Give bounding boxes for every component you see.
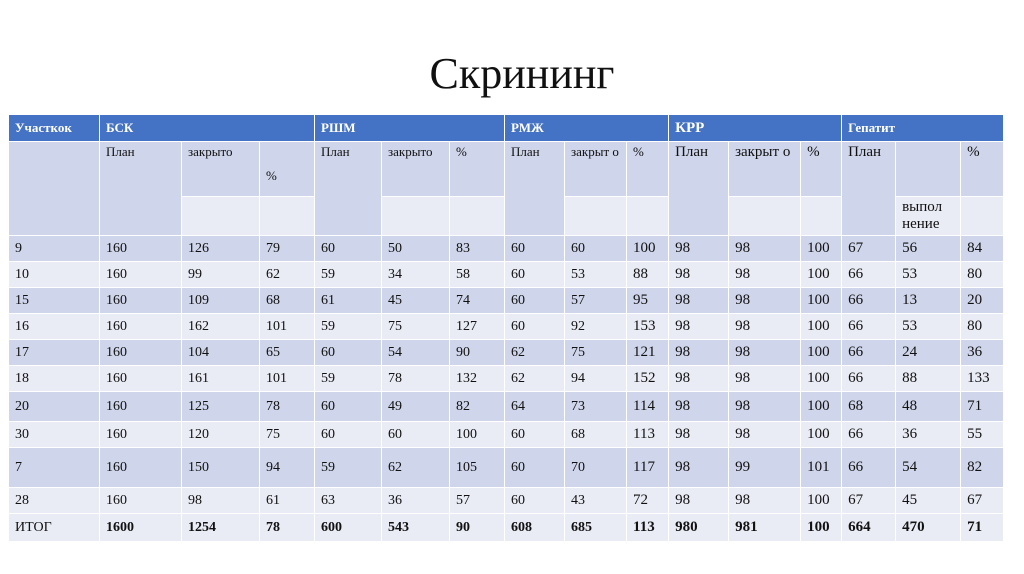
table-cell: 65 [260,340,315,366]
table-cell: 100 [801,488,842,514]
bsk-percent-label: % [266,168,277,183]
table-cell: 98 [729,340,801,366]
total-cell: 543 [382,514,450,542]
row-label-cell: 30 [9,422,100,448]
header-gepatit: Гепатит [842,115,1004,142]
table-cell: 100 [801,262,842,288]
table-cell: 98 [669,288,729,314]
table-cell: 66 [842,262,896,288]
bsk-percent-sub [260,197,315,236]
gep-plan-header: План [842,142,896,236]
subheader-row-1 [9,142,1004,197]
table-cell: 61 [315,288,382,314]
row-label-cell: 17 [9,340,100,366]
table-cell: 104 [182,340,260,366]
gep-percent-header: % [961,142,1004,197]
table-cell: 94 [565,366,627,392]
table-cell: 160 [100,340,182,366]
table-cell: 68 [565,422,627,448]
header-krr: КРР [669,115,842,142]
row-label-cell: 28 [9,488,100,514]
table-row [9,288,1004,314]
table-cell: 49 [382,392,450,422]
table-cell: 98 [729,422,801,448]
header-rmzh: РМЖ [505,115,669,142]
krr-closed-header: закрыт о [729,142,801,197]
table-cell: 62 [505,340,565,366]
table-cell: 60 [315,392,382,422]
table-cell: 98 [669,236,729,262]
table-cell: 63 [315,488,382,514]
table-cell: 121 [627,340,669,366]
row-label-cell: 18 [9,366,100,392]
table-cell: 98 [729,488,801,514]
table-cell: 66 [842,366,896,392]
table-cell: 98 [669,422,729,448]
row-label-cell: 15 [9,288,100,314]
table-cell: 88 [627,262,669,288]
table-cell: 75 [382,314,450,340]
table-cell: 68 [260,288,315,314]
table-cell: 60 [315,340,382,366]
table-cell: 74 [450,288,505,314]
total-cell: 470 [896,514,961,542]
table-cell: 105 [450,448,505,488]
table-cell: 113 [627,422,669,448]
rmzh-closed-header: закрыт о [565,142,627,197]
table-cell: 95 [627,288,669,314]
table-cell: 59 [315,366,382,392]
table-cell: 98 [669,262,729,288]
table-cell: 68 [842,392,896,422]
table-cell: 36 [896,422,961,448]
table-cell: 100 [801,236,842,262]
table-cell: 60 [505,314,565,340]
bsk-closed-sub [182,197,260,236]
table-cell: 120 [182,422,260,448]
table-cell: 98 [669,488,729,514]
table-cell: 66 [842,314,896,340]
table-cell: 57 [450,488,505,514]
table-cell: 64 [505,392,565,422]
table-cell: 160 [100,448,182,488]
table-cell: 75 [260,422,315,448]
rshm-closed-sub [382,197,450,236]
total-cell: 600 [315,514,382,542]
table-cell: 98 [669,448,729,488]
table-cell: 62 [260,262,315,288]
row-label-cell: 16 [9,314,100,340]
table-cell: 94 [260,448,315,488]
table-cell: 92 [565,314,627,340]
table-cell: 160 [100,422,182,448]
table-cell: 66 [842,340,896,366]
table-cell: 98 [182,488,260,514]
table-cell: 34 [382,262,450,288]
table-cell: 114 [627,392,669,422]
table-cell: 78 [260,392,315,422]
table-cell: 62 [382,448,450,488]
table-cell: 160 [100,236,182,262]
bsk-percent-header [260,142,315,197]
table-cell: 100 [801,422,842,448]
table-cell: 109 [182,288,260,314]
table-cell: 59 [315,262,382,288]
total-cell: 78 [260,514,315,542]
row-label-cell: 9 [9,236,100,262]
krr-percent-sub [801,197,842,236]
table-cell: 82 [961,448,1004,488]
table-cell: 36 [961,340,1004,366]
table-cell: 126 [182,236,260,262]
table-cell: 98 [729,392,801,422]
table-cell: 98 [669,340,729,366]
table-cell: 60 [565,236,627,262]
table-cell: 101 [260,314,315,340]
table-cell: 162 [182,314,260,340]
table-body [9,236,1004,514]
table-cell: 78 [382,366,450,392]
table-cell: 59 [315,314,382,340]
bsk-closed-header: закрыто [182,142,260,197]
table-cell: 60 [382,422,450,448]
row-label-cell: 7 [9,448,100,488]
table-cell: 50 [382,236,450,262]
table-cell: 62 [505,366,565,392]
table-cell: 80 [961,262,1004,288]
table-cell: 72 [627,488,669,514]
rshm-percent-header: % [450,142,505,197]
table-cell: 66 [842,288,896,314]
krr-plan-header: План [669,142,729,236]
table-cell: 56 [896,236,961,262]
table-row [9,448,1004,488]
table-cell: 60 [505,236,565,262]
table-cell: 58 [450,262,505,288]
table-cell: 125 [182,392,260,422]
table-cell: 60 [505,262,565,288]
header-uchastok: Участкок [9,115,100,142]
table-cell: 100 [801,392,842,422]
table-cell: 60 [505,422,565,448]
table-cell: 100 [801,366,842,392]
table-cell: 160 [100,262,182,288]
krr-closed-sub [729,197,801,236]
total-cell: 1600 [100,514,182,542]
table-cell: 160 [100,488,182,514]
table-cell: 132 [450,366,505,392]
total-cell: 608 [505,514,565,542]
total-cell: 1254 [182,514,260,542]
table-cell: 60 [315,236,382,262]
total-cell: 100 [801,514,842,542]
total-cell: 685 [565,514,627,542]
table-cell: 54 [896,448,961,488]
rshm-plan-header: План [315,142,382,236]
table-cell: 45 [896,488,961,514]
krr-percent-header: % [801,142,842,197]
table-cell: 98 [729,288,801,314]
table-cell: 73 [565,392,627,422]
group-header-row [9,115,1004,142]
table-cell: 101 [260,366,315,392]
table-cell: 70 [565,448,627,488]
table-cell: 90 [450,340,505,366]
table-cell: 153 [627,314,669,340]
gep-empty-header [896,142,961,197]
table-cell: 98 [729,236,801,262]
total-cell: 90 [450,514,505,542]
row-label-cell: 10 [9,262,100,288]
total-cell: 71 [961,514,1004,542]
table-cell: 67 [961,488,1004,514]
table-cell: 60 [505,288,565,314]
table-cell: 98 [729,366,801,392]
table-cell: 100 [801,288,842,314]
table-cell: 67 [842,236,896,262]
table-row [9,392,1004,422]
table-cell: 79 [260,236,315,262]
table-cell: 66 [842,422,896,448]
screening-table [8,114,1004,542]
table-cell: 152 [627,366,669,392]
header-bsk: БСК [100,115,315,142]
table-cell: 160 [100,392,182,422]
table-cell: 100 [450,422,505,448]
table-cell: 75 [565,340,627,366]
table-cell: 54 [382,340,450,366]
total-cell: 981 [729,514,801,542]
gep-percent-sub [961,197,1004,236]
table-cell: 80 [961,314,1004,340]
header-rshm: РШМ [315,115,505,142]
table-cell: 13 [896,288,961,314]
table-cell: 53 [565,262,627,288]
rshm-closed-header: закрыто [382,142,450,197]
table-cell: 98 [729,262,801,288]
table-cell: 100 [627,236,669,262]
bsk-plan-header: План [100,142,182,236]
table-cell: 98 [669,314,729,340]
table-cell: 61 [260,488,315,514]
row-label-cell: 20 [9,392,100,422]
table-cell: 101 [801,448,842,488]
table-cell: 60 [505,448,565,488]
page-title: Скрининг [429,49,615,98]
table-cell: 100 [801,340,842,366]
total-cell: 664 [842,514,896,542]
table-cell: 161 [182,366,260,392]
table-cell: 55 [961,422,1004,448]
table-cell: 160 [100,314,182,340]
table-cell: 127 [450,314,505,340]
table-cell: 160 [100,288,182,314]
table-cell: 100 [801,314,842,340]
rshm-percent-sub [450,197,505,236]
table-cell: 48 [896,392,961,422]
total-row [9,514,1004,542]
subheader-empty [9,142,100,236]
table-row [9,422,1004,448]
table-cell: 45 [382,288,450,314]
table-cell: 60 [315,422,382,448]
table-row [9,314,1004,340]
table-row [9,340,1004,366]
rmzh-closed-sub [565,197,627,236]
table-cell: 98 [729,314,801,340]
table-row [9,236,1004,262]
rmzh-percent-sub [627,197,669,236]
table-cell: 117 [627,448,669,488]
table-cell: 99 [729,448,801,488]
table-cell: 43 [565,488,627,514]
table-cell: 71 [961,392,1004,422]
table-cell: 24 [896,340,961,366]
table-cell: 53 [896,314,961,340]
table-cell: 84 [961,236,1004,262]
gep-execution-header: выпол нение [896,197,961,236]
table-row [9,488,1004,514]
table-cell: 59 [315,448,382,488]
total-cell: 980 [669,514,729,542]
table-cell: 60 [505,488,565,514]
table-cell: 67 [842,488,896,514]
table-row [9,366,1004,392]
table-cell: 66 [842,448,896,488]
table-row [9,262,1004,288]
table-cell: 133 [961,366,1004,392]
table-cell: 20 [961,288,1004,314]
table-cell: 83 [450,236,505,262]
table-cell: 36 [382,488,450,514]
table-cell: 160 [100,366,182,392]
table-cell: 53 [896,262,961,288]
table-cell: 150 [182,448,260,488]
table-cell: 82 [450,392,505,422]
table-cell: 98 [669,366,729,392]
total-cell: 113 [627,514,669,542]
total-label-cell: ИТОГ [9,514,100,542]
rmzh-percent-header: % [627,142,669,197]
table-cell: 57 [565,288,627,314]
table-cell: 98 [669,392,729,422]
table-cell: 88 [896,366,961,392]
rmzh-plan-header: План [505,142,565,236]
table-cell: 99 [182,262,260,288]
